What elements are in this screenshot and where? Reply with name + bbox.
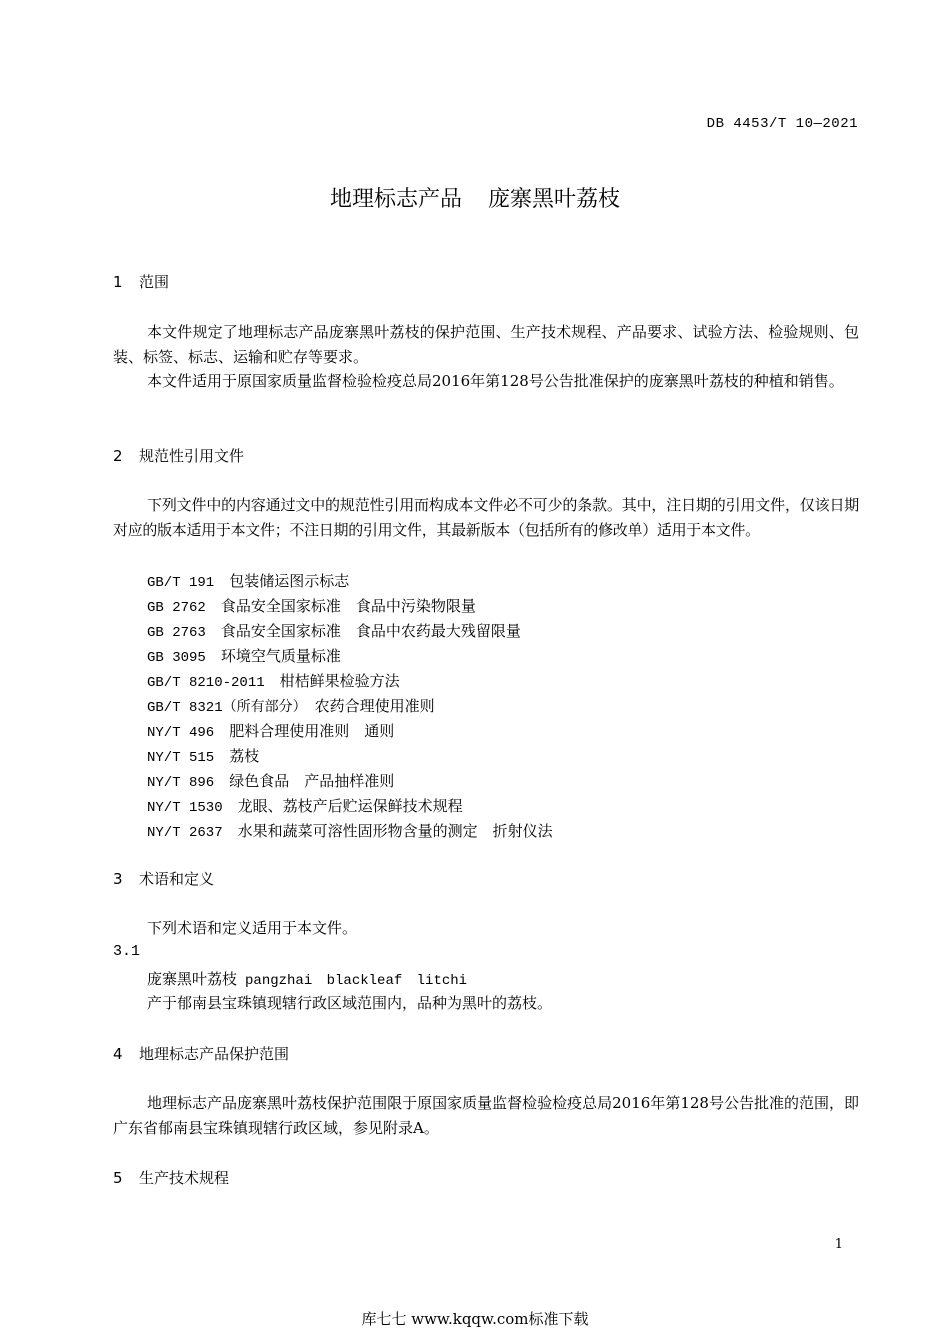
reference-item: GB/T 191 包装储运图示标志 xyxy=(147,572,350,591)
section-heading-1: 1 范围 xyxy=(113,273,170,291)
reference-item: NY/T 496 肥料合理使用准则 通则 xyxy=(147,722,395,741)
page-number: 1 xyxy=(834,1237,843,1252)
reference-item: NY/T 515 荔枝 xyxy=(147,747,260,766)
title-part-1: 地理标志产品 xyxy=(329,187,462,212)
reference-item: GB 2762 食品安全国家标准 食品中污染物限量 xyxy=(147,597,476,616)
terms-intro: 下列术语和定义适用于本文件。 xyxy=(147,919,358,937)
scope-paragraph-1: 本文件规定了地理标志产品庞寨黑叶荔枝的保护范围、生产技术规程、产品要求、试验方法、检验规则、包装、标签、标志、运输和贮存等要求。 xyxy=(113,323,859,366)
term-name-zh: 庞寨黑叶荔枝 xyxy=(147,970,238,988)
title-part-2: 庞寨黑叶荔枝 xyxy=(488,187,621,212)
standard-code: DB 4453/T 10—2021 xyxy=(706,116,858,132)
section-heading-4: 4 地理标志产品保护范围 xyxy=(113,1045,290,1063)
section-heading-3: 3 术语和定义 xyxy=(113,870,215,888)
footer-watermark: 库七七 www.kqqw.com标准下载 xyxy=(361,1310,589,1328)
reference-item: NY/T 1530 龙眼、荔枝产后贮运保鲜技术规程 xyxy=(147,797,463,816)
term-name-en: pangzhai blackleaf litchi xyxy=(245,973,468,989)
section-heading-5: 5 生产技术规程 xyxy=(113,1169,230,1187)
protection-paragraph: 地理标志产品庞寨黑叶荔枝保护范围限于原国家质量监督检验检疫总局2016年第128号公告批准的范围，即广东省郁南县宝珠镇现辖行政区域，参见附录A。 xyxy=(113,1094,859,1137)
term-name xyxy=(147,968,467,989)
reference-item: GB/T 8210-2011 柑桔鲜果检验方法 xyxy=(147,672,400,691)
reference-item: NY/T 896 绿色食品 产品抽样准则 xyxy=(147,772,395,791)
scope-paragraph-2: 本文件适用于原国家质量监督检验检疫总局2016年第128号公告批准保护的庞寨黑叶荔枝的种植和销售。 xyxy=(147,372,844,390)
term-definition: 产于郁南县宝珠镇现辖行政区域范围内，品种为黑叶的荔枝。 xyxy=(147,994,553,1012)
normative-intro: 下列文件中的内容通过文中的规范性引用而构成本文件必不可少的条款。其中，注日期的引用文件，仅该日期对应的版本适用于本文件；不注日期的引用文件，其最新版本（包括所有的修改单）适用于本文件。 xyxy=(113,496,859,539)
page-title xyxy=(0,182,950,213)
reference-item: NY/T 2637 水果和蔬菜可溶性固形物含量的测定 折射仪法 xyxy=(147,822,553,841)
reference-item: GB/T 8321（所有部分） 农药合理使用准则 xyxy=(147,697,435,716)
section-heading-2: 2 规范性引用文件 xyxy=(113,447,245,465)
reference-item: GB 3095 环境空气质量标准 xyxy=(147,647,341,666)
reference-item: GB 2763 食品安全国家标准 食品中农药最大残留限量 xyxy=(147,622,521,641)
term-number: 3.1 xyxy=(113,943,141,960)
